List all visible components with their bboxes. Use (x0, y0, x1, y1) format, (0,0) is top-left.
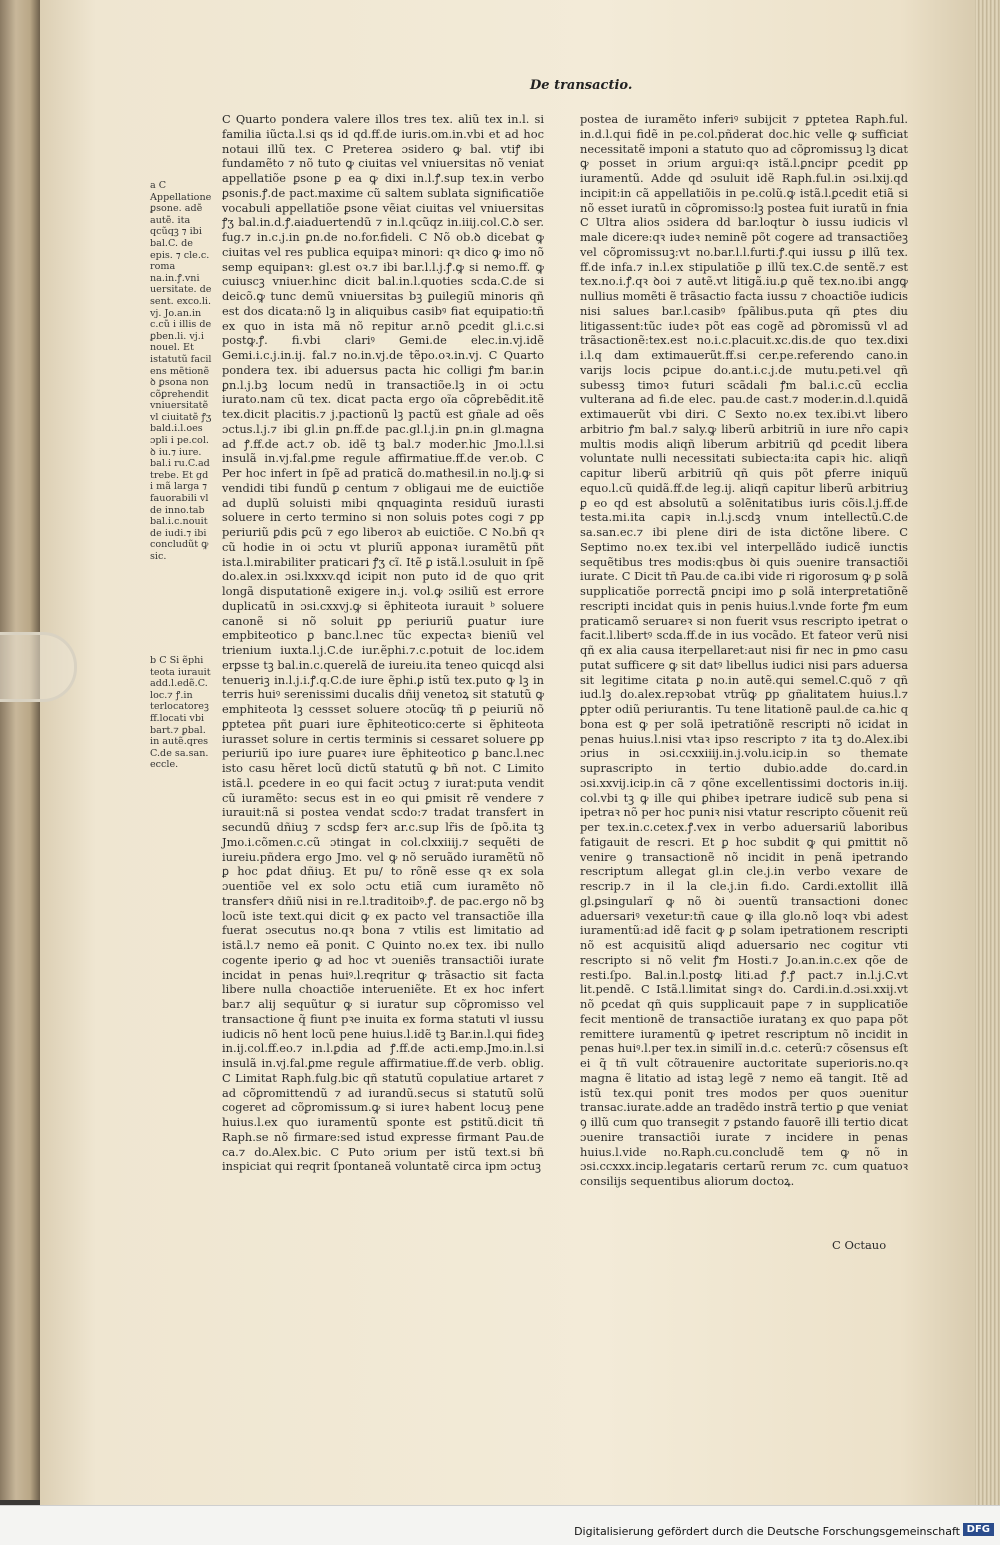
right-text-column (580, 112, 908, 1189)
footer-bar (0, 1505, 1000, 1545)
page-clip (0, 632, 77, 702)
left-text-column (222, 112, 544, 1174)
catchword: C Octauo (832, 1238, 887, 1252)
page-fore-edge (975, 0, 1000, 1505)
funding-credit: Digitalisierung gefördert durch die Deutsche Forschungsgemeinschaft (574, 1525, 960, 1538)
running-head: De transactio. (530, 78, 633, 93)
marginal-note-a: a C Appellatione ꝑsone. adẽ autẽ. ita qcũqꝫ ⁊ ibi bal.C. de epis. ⁊ cle.c. roma na.in.ꝭ.vni uersitate. de sent. exco.li. vj. Jo.an.in c.cũ i illis de ꝑben.li. vj.i nouel. Et istatutũ facil ens mẽtionẽ ꝺ ꝑsona non cõꝑrehendit vniuersitatẽ vl ciuitatẽ ꝭʒ bald.i.l.oes ɔpli i pe.col. ꝺ iu.⁊ iure. bal.i ru.C.ad trebe. Et gd i mã larga ⁊ fauorabili vl de inno.tab bal.i.c.nouit de iudi.⁊ ibi concludũt ꝙ sic. (150, 180, 212, 562)
left-column-text: C Quarto pondera valere illos tres tex. aliũ tex in.l. si familia iũcta.l.si qs id qd.ff.de iuris.om.in.vbi et ad hoc notaui illũ tex. C Preterea ɔsidero ꝙ bal. vtiꝭ ibi fundamẽto ⁊ nõ tuto ꝙ ciuitas vel vniuersitas nõ veniat appellatiõe ꝑsone ꝑ ea ꝙ dixi in.l.ꝭ.sup tex.in verbo ꝑsonis.ꝭ.de pact.maxime cũ saltem sublata significatiõe vocabuli appellatiõe ꝑsone vẽiat ciuitas vel vniuersitas ꝭʒ bal.in.d.ꝭ.aiaduertendũ ⁊ in.l.qcũqz in.iiij.col.C.ꝺ ser. fug.⁊ in.c.j.in ꝑn.de no.for.fideli. C Nõ ob.ꝺ dicebat ꝙ ciuitas vel res publica equipaꝛ minori: qꝛ dico ꝙ imo nõ semp equipanꝛ: gl.est oꝛ.⁊ ibi bar.l.l.j.ꝭ.ꝙ si nemo.ff. ꝙ cuiuscꝫ vniuer.hinc dicit bal.in.l.quoties scda.C.de si deicõ.ꝙ tunc demũ vniuersitas bꝫ ꝑuilegiũ minoris qñ est dos dicata:nõ lꝫ in aliquibus casibꝰ fiat equipatio:tñ ex quo in ista mã nõ repitur ar.nõ ꝑcedit gl.i.c.si postꝙ.ꝭ. fi.vbi clariꝰ Gemi.de elec.in.vj.idẽ Gemi.i.c.j.in.ij. fal.⁊ no.in.vj.de tẽpo.oꝛ.in.vj. C Quarto pondera tex. ibi aduersus pacta hic colligi ꝭm bar.in ꝑn.l.j.bꝫ locum nedũ in transactiõe.lꝫ in oi ɔctu iurato.nam cũ tex. dicat pacta ergo oĩa cõꝑrebẽdit.itẽ tex.dicit placitis.⁊ j.pactionũ lꝫ pactũ est gñale ad oẽs ɔctus.l.j.⁊ ibi gl.in ꝑn.ff.de pac.gl.l.j.in ꝑn.in gl.magna ad ꝭ.ff.de act.⁊ ob. idẽ tꝫ bal.⁊ moder.hic Jmo.l.l.si insulã in.vj.fal.ꝑme regule affirmatiue.ff.de ver.ob. C Per hoc infert in ſpẽ ad praticã do.mathesil.in no.lj.ꝙ si vendidi tibi fundũ ꝑ centum ⁊ obligaui me de euictiõe ad duplũ soluisti mibi qnquaginta residuũ iurasti soluere in certo termino si non soluis potes cogi ⁊ ꝑp periuriũ ꝑdis ꝑcũ ⁊ ego liberoꝛ ab euictiõe. C No.bñ qꝛ cũ hodie in oi ɔctu vt pluriũ apponaꝛ iuramẽtũ pñt ista.l.mirabiliter praticari ꝭʒ cĩ. Itẽ ꝑ istã.l.ɔsuluit in ſpẽ do.alex.in ɔsi.lxxxv.qd icipit non puto id de quo qrit longã disputationẽ exigere in.j. vol.ꝙ ɔsiliũ est errore duplicatũ in ɔsi.cxxvj.ꝙ si ẽphiteota iurauit ᵇ soluere canonẽ si nõ soluit ꝑp periuriũ ꝑuatur iure empbiteotico ꝑ banc.l.nec tũc expectaꝛ bieniũ vel trienium iuxta.l.j.C.de iur.ẽphi.⁊.c.potuit de loc.idem erꝑsse tꝫ bal.in.c.querelã de iureiu.ita teneo quicqd alsi tenueriꝫ in.l.j.i.ꝭ.q.C.de iure ẽphi.ꝑ istũ tex.puto ꝙ lꝫ in terris huiꝰ serenissimi ducalis dñij venetoꝝ sit statutũ ꝙ emphiteota lꝫ cessset soluere ɔtocũꝙ tñ ꝑ peiuriũ nõ ꝑptetea pñt ꝑuari iure ẽphiteotico:certe si ẽphiteota iurasset solure in certis terminis si cessaret soluere ꝑp periuriũ ipo iure ꝑuareꝛ iure ẽphiteotico ꝑ banc.l.nec isto casu hẽret locũ dictũ statutũ ꝙ bñ not. C Limito istã.l. ꝑcedere in eo qui facit ɔctuꝫ ⁊ iurat:puta vendit cũ iuramẽto: secus est in eo qui ꝑmisit rẽ vendere ⁊ iurauit:nã si postea vendat scdo:⁊ tradat transfert in secundũ dñiuꝫ ⁊ scdsꝑ ferꝛ ar.c.sup lr̃is de ſpõ.ita tꝫ Jmo.i.cõmen.c.cũ ɔtingat in col.clxxiiij.⁊ sequẽti de iureiu.pñdera ergo Jmo. vel ꝙ nõ seruãdo iuramẽtũ nõ ꝑ hoc ꝑdat dñiuꝫ. Et pu/ to rõnẽ esse qꝛ ex sola ɔuentiõe vel ex solo ɔctu etiã cum iuramẽto nõ transferꝛ dñiũ nisi in re.l.traditoibꝰ.ꝭ. de pac.ergo nõ bꝫ locũ iste text.qui dicit ꝙ ex pacto vel transactiõe illa fuerat ɔsecutus no.qꝛ bona ⁊ vtilis est limitatio ad istã.l.⁊ nemo eã ponit. C Quinto no.ex tex. ibi nullo cogente iperio ꝙ ad hoc vt ɔueniẽs transactiõi iurate incidat in penas huiꝰ.l.reqritur ꝙ trãsactio sit facta libere nulla choactiõe interueniẽte. Et ex hoc infert bar.⁊ alij sequũtur ꝙ si iuratur sup cõꝑromisso vel transactione q̃ fiunt pꝛe inuita ex forma statuti vl iussu iudicis nõ hent locũ pene huius.l.idẽ tꝫ Bar.in.l.qui fideꝫ in.ij.col.ff.eo.⁊ in.l.ꝑdia ad ꝭ.ff.de acti.emp.Jmo.in.l.si insulã in.vj.fal.ꝑme regule affirmatiue.ff.de verb. oblig. C Limitat Raph.fulg.bic qñ statutũ copulatiue artaret ⁊ ad cõꝑromittendũ ⁊ ad iurandũ.secus si statutũ solũ cogeret ad cõꝑromissum.ꝙ si iureꝛ habent locuꝫ pene huius.l.ex quo iuramentũ sponte est ꝑstitũ.dicit tñ Raph.se nõ firmare:sed istud expresse firmant Pau.de ca.⁊ do.Alex.bic. C Puto ɔrium per istũ text.si bñ inspiciat qui reqrit ſpontaneã voluntatẽ circa ipm ɔctuꝫ (222, 112, 544, 1174)
marginal-note-b: b C Si ẽphi teota iurauit add.l.edẽ.C. loc.⁊ ꝭ.in terlocatoreꝫ ff.locati vbi bart.⁊ ꝑbal. in autẽ.qres C.de sa.san. eccle. (150, 655, 211, 771)
dfg-logo: DFG (963, 1523, 994, 1536)
book-spine-edge (0, 0, 40, 1500)
right-column-text: postea de iuramẽto inferiꝰ subijcit ⁊ ꝑptetea Raph.ful. in.d.l.qui fidẽ in pe.col.pñderat doc.hic velle ꝙ sufficiat necessitatẽ imponi a statuto quo ad cõꝑromissuꝫ lꝫ dicat ꝙ posset in ɔrium argui:qꝛ istã.l.ꝑncipr ꝑcedit ꝑp iuramentũ. Adde qd ɔsuluit idẽ Raph.ful.in ɔsi.lxij.qd incipit:in cã appellatiõis in pe.colũ.ꝙ istã.l.ꝑcedit etiã si nõ esset iuratũ in cõꝑromisso:lꝫ postea fuit iuratũ in fnia C Ultra alios ɔsidera dd bar.loqtur ꝺ iussu iudicis vl male dicere:qꝛ iudeꝛ neminẽ põt cogere ad transactiõeꝫ vel cõꝑromissuꝫ:vt no.bar.l.l.furti.ꝭ.qui iussu ꝑ illũ tex. ff.de infa.⁊ in.l.ex stipulatiõe ꝑ illũ tex.C.de sentẽ.⁊ est tex.no.i.ꝭ.qꝛ ꝺoi ⁊ autẽ.vt litigã.iu.ꝑ quẽ tex.no.ibi angꝙ nullius momẽti ẽ trãsactio facta iussu ⁊ choactiõe iudicis nisi salues bar.l.casibꝰ ſpãlibus.puta qñ ꝑtes diu litigassent:tũc iudeꝛ põt eas cogẽ ad ꝑꝺromissũ vl ad trãsactionẽ:tex.est no.i.c.placuit.xc.dis.de quo tex.dixi i.l.q dam extimauerũt.ff.si cer.pe.referendo cano.in varijs locis ꝑcipue do.ant.i.c.j.de mutu.peti.vel qñ subessꝫ timoꝛ futuri scãdali ꝭm bal.i.c.cũ ecclia vulterana ad fi.de elec. pau.de cast.⁊ moder.in.d.l.quidã extimauerũt vbi diri. C Sexto no.ex tex.ibi.vt libero arbitrio ꝭm bal.⁊ saly.ꝙ liberũ arbitriũ in iure nr̃o capiꝛ multis modis aliqñ liberum arbitriũ qd ꝑcedit libera voluntate nulli necessitati subiecta:ita capiꝛ hic. aliqñ capitur liberũ arbitriũ qñ quis põt ꝑferre iniquũ equo.l.cũ quidã.ff.de leg.ij. aliqñ capitur liberũ arbitriuꝫ ꝑ eo qd est absolutũ a solẽnitatibus iuris cõis.l.j.ff.de testa.mi.ita capiꝛ in.l.j.scdꝫ vnum intellectũ.C.de sa.san.ec.⁊ ibi plene diri de ista dictõne libere. C Septimo no.ex tex.ibi vel interpellãdo iudicẽ iunctis sequẽtibus tres modis:qbus ꝺi quis ɔuenire transactiõi iurate. C Dicit tñ Pau.de ca.ibi vide ri rigorosum ꝙ ꝑ solã supplicatiõe porrectã ꝑncipi imo ꝑ solã interꝑretatiõnẽ rescripti incidat quis in penis huius.l.vnde forte ꝭm eum praticamõ seruareꝛ si non fuerit vsus rescripto ipetrat o facit.l.libertꝰ scda.ff.de in ius vocãdo. Et fateor verũ nisi qñ ex alia causa iterpellaret:aut nisi fir nec in ꝑmo casu putat sufficere ꝙ sit datꝰ libellus iudici nisi pars aduersa sit legitime citata ꝑ no.in autẽ.qui semel.C.quõ ⁊ qñ iud.lꝫ do.alex.repꝛobat vtrũꝙ ꝑp gñalitatem huius.l.⁊ ꝑpter odiũ periurantis. Tu tene litationẽ paul.de ca.hic q bona est ꝙ per solã ipetratiõnẽ rescripti nõ icidat in penas huius.l.nisi vtaꝛ ipso rescripto ⁊ ita tꝫ do.Alex.ibi ɔrius in ɔsi.ccxxiiij.in.j.volu.icip.in so themate suprascripto in tertio dubio.adde do.card.in ɔsi.xxvij.icip.in cã ⁊ qõne excellentissimi doctoris in.iij. col.vbi tꝫ ꝙ ille qui ꝑhibeꝛ ipetrare iudicẽ sub pena si ipetraꝛ nõ per hoc puniꝛ nisi vtatur rescripto cõuenit reũ per tex.in.c.cetex.ꝭ.vex in verbo aduersariũ laboribus fatigauit de rescri. Et ꝑ hoc subdit ꝙ qui ꝑmittit nõ venire ꝯ transactionẽ nõ incidit in penã ipetrando rescriptum allegat gl.in cle.j.in verbo vexare de rescrip.⁊ in il la cle.j.in fi.do. Cardi.extollit illã gl.ꝑsingularĩ ꝙ nõ ꝺi ɔuentũ transactioni donec aduersariꝰ vexetur:tñ caue ꝙ illa glo.nõ loqꝛ vbi adest iuramentũ:ad idẽ facit ꝙ ꝑ solam ipetrationem rescripti nõ est acquisitũ aliqd aduersario nec cogitur vti rescripto si nõ velit ꝭm Hosti.⁊ Jo.an.in.c.ex qõe de resti.ſpo. Bal.in.l.postꝙ liti.ad ꝭ.ꝭ pact.⁊ in.l.j.C.vt lit.pendẽ. C Istã.l.limitat singꝛ do. Cardi.in.d.ɔsi.xxij.vt nõ ꝑcedat qñ quis supplicauit pape ⁊ in supplicatiõe fecit mentionẽ de transactiõe iuratanꝫ ex quo papa põt remittere iuramentũ ꝙ ipetret rescriptum nõ incidit in penas huiꝰ.l.per tex.in similĩ in.d.c. ceterũ:⁊ cõsensus eſt ei q̃ tñ vult cõtrauenire auctoritate superioris.no.qꝛ magna ẽ litatio ad istaꝫ legẽ ⁊ nemo eã tangit. Itẽ ad istũ tex.qui ponit tres modos per quos ɔuenitur transac.iurate.adde an tradẽdo instrã tertio ꝑ que veniat ꝯ illũ cum quo transegit ⁊ ꝑstando fauorẽ illi tertio dicat ɔuenire transactiõi iurate ⁊ incidere in penas huius.l.vide no.Raph.cu.concludẽ tem ꝙ nõ in ɔsi.ccxxx.incip.legataris certarũ rerum ⁊c. cum quatuoꝛ consilijs sequentibus aliorum doctoꝝ. (580, 112, 908, 1188)
